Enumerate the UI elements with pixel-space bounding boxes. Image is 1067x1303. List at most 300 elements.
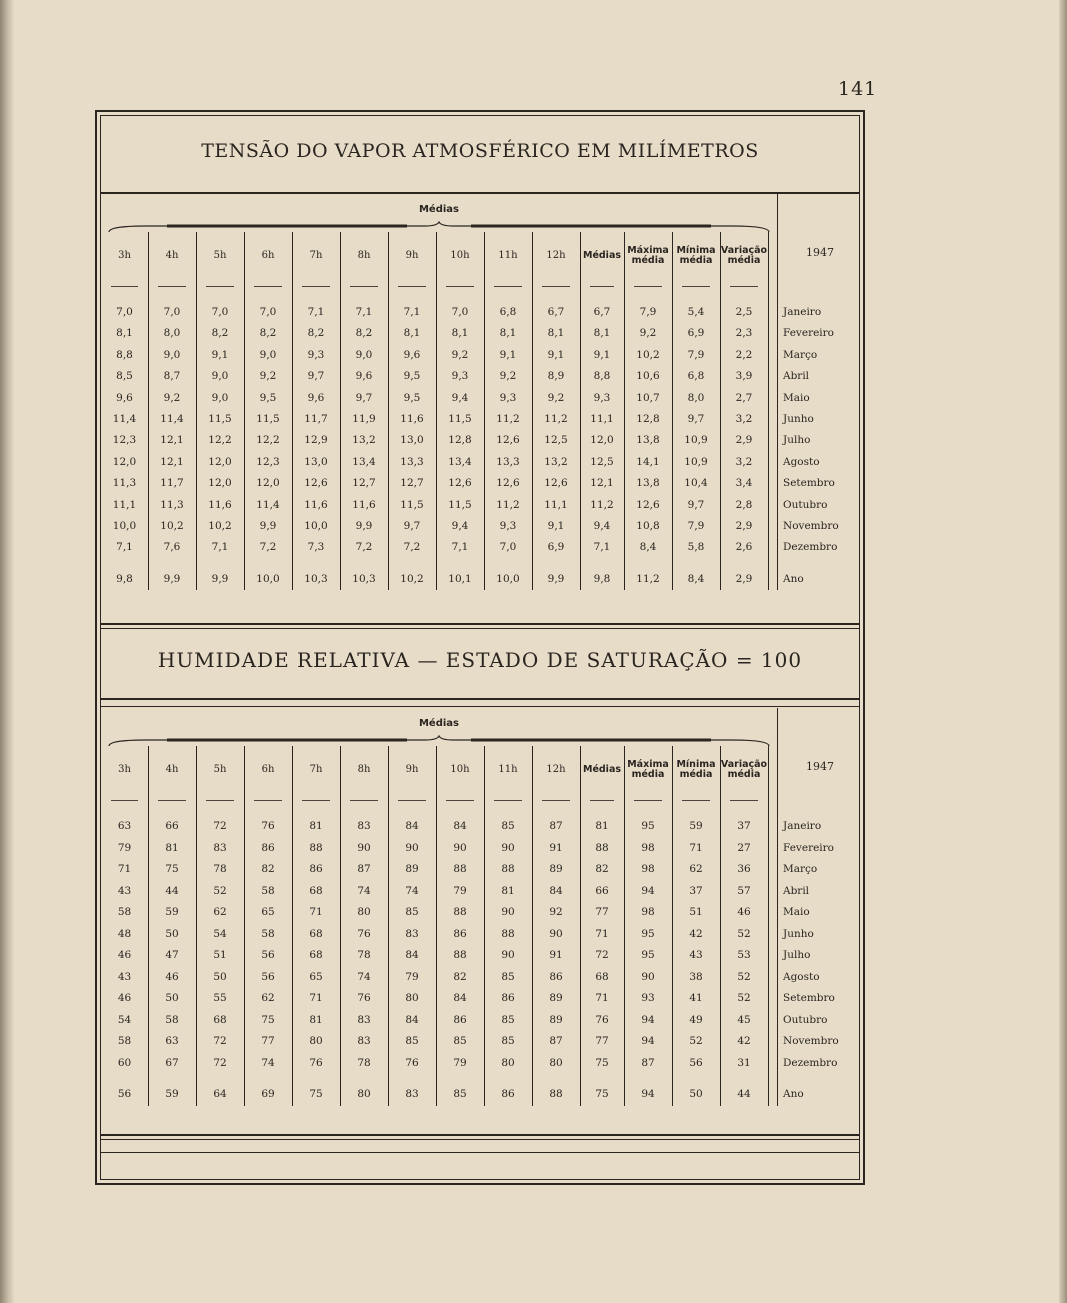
table-cell: 76 bbox=[261, 820, 275, 832]
header-column-divider bbox=[484, 232, 485, 590]
table-cell: 47 bbox=[165, 949, 179, 961]
table-cell: 3,2 bbox=[735, 455, 753, 468]
table-cell: 7,1 bbox=[307, 306, 325, 318]
table-cell: 42 bbox=[689, 927, 703, 940]
table-cell: 9,3 bbox=[307, 348, 325, 361]
column-header: 9h bbox=[405, 763, 419, 775]
table-cell: 12,5 bbox=[590, 455, 614, 468]
table-cell: 9,7 bbox=[403, 520, 421, 532]
table-cell: 37 bbox=[737, 820, 751, 832]
table-cell: 9,9 bbox=[163, 572, 181, 585]
table-cell: 90 bbox=[501, 906, 515, 918]
column-header: Mínima média bbox=[676, 759, 716, 780]
table-cell: 10,8 bbox=[636, 520, 660, 532]
table-cell: 59 bbox=[165, 906, 179, 918]
table-cell: 63 bbox=[117, 820, 132, 832]
table-cell: 3,4 bbox=[735, 477, 753, 490]
table-cell: 89 bbox=[405, 863, 419, 875]
column-header: 11h bbox=[498, 763, 518, 775]
table-cell: 36 bbox=[737, 863, 751, 875]
table-cell: 10,0 bbox=[496, 572, 520, 585]
row-month-label: Outubro bbox=[783, 498, 828, 511]
row-month-label: Janeiro bbox=[783, 820, 822, 832]
column-header: Médias bbox=[582, 764, 622, 776]
table-cell: 86 bbox=[501, 992, 515, 1004]
table-cell: 10,3 bbox=[304, 572, 328, 585]
table-cell: 93 bbox=[641, 992, 655, 1004]
table-cell: 11,2 bbox=[544, 413, 568, 425]
table-cell: 11,6 bbox=[208, 498, 232, 511]
table-cell: 84 bbox=[453, 820, 467, 832]
row-month-label: Julho bbox=[783, 434, 811, 447]
header-dash bbox=[111, 800, 138, 801]
group-label-medias: Médias bbox=[418, 204, 460, 215]
header-dash bbox=[730, 800, 758, 801]
table-cell: 46 bbox=[117, 992, 132, 1004]
row-month-label: Abril bbox=[783, 370, 810, 383]
table-cell: 12,0 bbox=[208, 477, 232, 490]
table-cell: 88 bbox=[453, 906, 467, 918]
table-cell: 9,0 bbox=[163, 348, 181, 361]
humidity-table-title: HUMIDADE RELATIVA — ESTADO DE SATURAÇÃO = 100 bbox=[157, 648, 803, 672]
table-cell: 9,4 bbox=[451, 520, 469, 532]
table-cell: 8,8 bbox=[116, 348, 133, 361]
table-cell: 90 bbox=[453, 841, 467, 854]
table-cell: 68 bbox=[309, 884, 323, 897]
table-cell: 7,0 bbox=[163, 306, 181, 318]
table-cell: 57 bbox=[737, 884, 751, 897]
row-month-label: Junho bbox=[783, 413, 814, 425]
table-cell: 82 bbox=[453, 970, 467, 983]
table-cell: 44 bbox=[737, 1088, 751, 1100]
row-month-label: Março bbox=[783, 863, 818, 875]
table-cell: 8,2 bbox=[307, 327, 325, 340]
header-column-divider bbox=[624, 232, 625, 590]
table-cell: 10,0 bbox=[304, 520, 328, 532]
column-header: 4h bbox=[165, 249, 179, 261]
table-cell: 75 bbox=[261, 1013, 275, 1026]
table-cell: 41 bbox=[689, 992, 703, 1004]
table-cell: 37 bbox=[689, 884, 703, 897]
table-cell: 12,7 bbox=[352, 477, 376, 490]
table-cell: 8,1 bbox=[499, 327, 517, 340]
table-cell: 88 bbox=[309, 841, 323, 854]
column-header: 3h bbox=[118, 249, 131, 261]
table-cell: 9,5 bbox=[403, 391, 421, 404]
table-cell: 62 bbox=[689, 863, 703, 875]
header-column-divider bbox=[292, 232, 293, 590]
table-cell: 8,1 bbox=[547, 327, 565, 340]
table-cell: 13,8 bbox=[636, 434, 660, 447]
table-cell: 2,7 bbox=[735, 391, 753, 404]
table-cell: 9,5 bbox=[403, 370, 421, 383]
header-dash bbox=[542, 800, 570, 801]
table-cell: 94 bbox=[641, 1013, 655, 1026]
table-cell: 79 bbox=[453, 884, 467, 897]
header-dash bbox=[254, 800, 282, 801]
table-cell: 8,7 bbox=[163, 370, 181, 383]
medias-brace bbox=[107, 732, 771, 744]
table-cell: 75 bbox=[165, 863, 179, 875]
table-cell: 9,0 bbox=[259, 348, 277, 361]
header-column-divider bbox=[580, 232, 581, 590]
table-cell: 6,7 bbox=[547, 306, 565, 318]
header-dash bbox=[682, 286, 710, 287]
table-cell: 7,6 bbox=[163, 541, 181, 554]
table-cell: 9,6 bbox=[116, 391, 133, 404]
table-cell: 9,4 bbox=[593, 520, 611, 532]
table-cell: 12,9 bbox=[304, 434, 328, 447]
row-month-label: Abril bbox=[783, 884, 810, 897]
table-cell: 9,5 bbox=[259, 391, 277, 404]
header-column-divider bbox=[768, 232, 769, 590]
table-cell: 46 bbox=[165, 970, 179, 983]
table-cell: 67 bbox=[165, 1056, 179, 1069]
table-cell: 55 bbox=[213, 992, 227, 1004]
table-cell: 71 bbox=[309, 992, 323, 1004]
header-column-divider bbox=[532, 232, 533, 590]
table-cell: 9,1 bbox=[593, 348, 611, 361]
row-month-label: Novembro bbox=[783, 1035, 839, 1047]
table-cell: 56 bbox=[117, 1088, 132, 1100]
table-cell: 56 bbox=[689, 1056, 703, 1069]
table-cell: 49 bbox=[689, 1013, 703, 1026]
table-cell: 71 bbox=[689, 841, 703, 854]
table-cell: 9,3 bbox=[451, 370, 469, 383]
table-cell: 62 bbox=[261, 992, 275, 1004]
table-cell: 12,6 bbox=[304, 477, 328, 490]
table-cell: 12,1 bbox=[160, 455, 184, 468]
table-cell: 10,2 bbox=[400, 572, 424, 585]
table-cell: 12,1 bbox=[160, 434, 184, 447]
header-dash bbox=[302, 800, 330, 801]
table-cell: 11,2 bbox=[590, 498, 614, 511]
row-month-label: Outubro bbox=[783, 1013, 828, 1026]
header-dash bbox=[730, 286, 758, 287]
table-cell: 9,2 bbox=[547, 391, 565, 404]
table-cell: 98 bbox=[641, 841, 655, 854]
column-header: Variação média bbox=[720, 759, 768, 780]
table-cell: 7,1 bbox=[403, 306, 421, 318]
table-cell: 63 bbox=[165, 1035, 179, 1047]
row-month-label: Maio bbox=[783, 391, 810, 404]
table-cell: 83 bbox=[357, 1035, 371, 1047]
table-cell: 3,9 bbox=[735, 370, 753, 383]
table-cell: 85 bbox=[501, 970, 515, 983]
table-cell: 12,0 bbox=[112, 455, 137, 468]
table-cell: 89 bbox=[549, 992, 563, 1004]
table-cell: 7,9 bbox=[639, 306, 657, 318]
header-dash bbox=[494, 800, 522, 801]
table-cell: 8,4 bbox=[639, 541, 657, 554]
table-cell: 11,1 bbox=[112, 498, 137, 511]
header-dash bbox=[350, 286, 378, 287]
table-cell: 88 bbox=[549, 1088, 563, 1100]
table-cell: 8,0 bbox=[687, 391, 705, 404]
table-cell: 12,0 bbox=[208, 455, 232, 468]
column-header: 11h bbox=[498, 249, 518, 261]
header-dash bbox=[398, 286, 426, 287]
table-cell: 13,3 bbox=[496, 455, 520, 468]
table-cell: 85 bbox=[405, 1035, 419, 1047]
table-cell: 10,3 bbox=[352, 572, 376, 585]
column-header: 12h bbox=[546, 249, 566, 261]
row-month-label: Junho bbox=[783, 927, 814, 940]
table-cell: 11,2 bbox=[496, 413, 520, 425]
table-cell: 50 bbox=[689, 1088, 703, 1100]
table-cell: 8,5 bbox=[116, 370, 133, 383]
page-number: 141 bbox=[838, 78, 878, 100]
column-header: 5h bbox=[213, 763, 227, 775]
table-cell: 76 bbox=[595, 1013, 609, 1026]
header-column-divider bbox=[388, 232, 389, 590]
header-dash bbox=[446, 286, 474, 287]
row-month-label: Março bbox=[783, 348, 818, 361]
table-cell: 8,0 bbox=[163, 327, 181, 340]
table-cell: 58 bbox=[117, 906, 132, 918]
table-cell: 74 bbox=[405, 884, 419, 897]
table-cell: 76 bbox=[405, 1056, 419, 1069]
table-cell: 42 bbox=[737, 1035, 751, 1047]
table-cell: 9,7 bbox=[355, 391, 373, 404]
table-cell: 51 bbox=[689, 906, 703, 918]
column-header: 10h bbox=[450, 249, 470, 261]
table-cell: 95 bbox=[641, 927, 655, 940]
table-cell: 52 bbox=[737, 992, 751, 1004]
table-cell: 52 bbox=[737, 927, 751, 940]
header-dash bbox=[158, 800, 186, 801]
table-cell: 10,6 bbox=[636, 370, 660, 383]
table-cell: 52 bbox=[213, 884, 227, 897]
header-dash bbox=[590, 800, 614, 801]
header-dash bbox=[206, 286, 234, 287]
table-cell: 90 bbox=[501, 949, 515, 961]
table-cell: 27 bbox=[737, 841, 751, 854]
table-cell: 9,7 bbox=[687, 413, 705, 425]
table-cell: 80 bbox=[357, 906, 371, 918]
table-cell: 12,6 bbox=[448, 477, 472, 490]
table-cell: 74 bbox=[261, 1056, 275, 1069]
table-cell: 94 bbox=[641, 1035, 655, 1047]
table-cell: 79 bbox=[117, 841, 132, 854]
table-cell: 83 bbox=[357, 820, 371, 832]
table-cell: 11,5 bbox=[448, 413, 472, 425]
table-cell: 5,4 bbox=[687, 306, 705, 318]
table-cell: 7,9 bbox=[687, 520, 705, 532]
table-cell: 9,6 bbox=[307, 391, 325, 404]
table-cell: 13,2 bbox=[352, 434, 376, 447]
table-cell: 13,0 bbox=[304, 455, 328, 468]
vapor-bottom-rule bbox=[100, 623, 860, 625]
table-cell: 9,0 bbox=[211, 391, 229, 404]
header-dash bbox=[446, 800, 474, 801]
table-cell: 81 bbox=[165, 841, 179, 854]
header-column-divider bbox=[292, 746, 293, 1106]
table-cell: 12,8 bbox=[448, 434, 472, 447]
table-cell: 9,2 bbox=[499, 370, 517, 383]
page-edge-shadow bbox=[1059, 0, 1067, 1303]
table-cell: 83 bbox=[357, 1013, 371, 1026]
column-header: 4h bbox=[165, 763, 179, 775]
table-cell: 62 bbox=[213, 906, 227, 918]
table-cell: 11,1 bbox=[544, 498, 568, 511]
book-spine-shadow bbox=[0, 0, 14, 1303]
table-cell: 5,8 bbox=[687, 541, 705, 554]
table-cell: 46 bbox=[737, 906, 751, 918]
table-cell: 6,9 bbox=[687, 327, 705, 340]
table-cell: 2,5 bbox=[735, 306, 753, 318]
table-cell: 9,7 bbox=[307, 370, 325, 383]
table-cell: 89 bbox=[549, 1013, 563, 1026]
table-cell: 78 bbox=[357, 949, 371, 961]
table-cell: 78 bbox=[213, 863, 227, 875]
table-cell: 9,4 bbox=[451, 391, 469, 404]
table-cell: 12,7 bbox=[400, 477, 424, 490]
table-cell: 83 bbox=[213, 841, 227, 854]
table-cell: 72 bbox=[213, 1056, 227, 1069]
table-cell: 7,2 bbox=[259, 541, 277, 554]
column-header: Máxima média bbox=[627, 245, 669, 266]
humidity-bottom-thin-rule bbox=[100, 1139, 860, 1140]
column-header: 7h bbox=[309, 249, 323, 261]
table-cell: 71 bbox=[117, 863, 132, 875]
table-cell: 90 bbox=[405, 841, 419, 854]
table-cell: 9,9 bbox=[211, 572, 229, 585]
table-cell: 53 bbox=[737, 949, 751, 961]
header-dash bbox=[254, 286, 282, 287]
table-cell: 43 bbox=[117, 884, 132, 897]
table-cell: 11,1 bbox=[590, 413, 614, 425]
table-cell: 13,0 bbox=[400, 434, 424, 447]
table-cell: 11,6 bbox=[400, 413, 424, 425]
table-cell: 2,9 bbox=[735, 434, 753, 447]
row-month-label: Agosto bbox=[783, 970, 820, 983]
table-cell: 94 bbox=[641, 1088, 655, 1100]
table-cell: 81 bbox=[309, 820, 323, 832]
table-cell: 11,6 bbox=[304, 498, 328, 511]
table-cell: 9,8 bbox=[593, 572, 611, 585]
table-cell: 7,1 bbox=[355, 306, 373, 318]
table-cell: 54 bbox=[213, 927, 227, 940]
table-cell: 89 bbox=[549, 863, 563, 875]
table-cell: 86 bbox=[309, 863, 323, 875]
table-cell: 9,6 bbox=[403, 348, 421, 361]
row-month-label: Setembro bbox=[783, 477, 835, 490]
year-column-divider bbox=[777, 708, 778, 1106]
table-cell: 11,5 bbox=[400, 498, 424, 511]
table-cell: 98 bbox=[641, 863, 655, 875]
header-dash bbox=[206, 800, 234, 801]
column-header: 3h bbox=[118, 763, 131, 775]
table-cell: 9,9 bbox=[547, 572, 565, 585]
header-dash bbox=[682, 800, 710, 801]
header-column-divider bbox=[244, 746, 245, 1106]
table-cell: 71 bbox=[595, 992, 609, 1004]
table-cell: 7,0 bbox=[211, 306, 229, 318]
table-cell: 6,9 bbox=[547, 541, 565, 554]
table-cell: 9,9 bbox=[355, 520, 373, 532]
table-cell: 12,0 bbox=[256, 477, 280, 490]
table-cell: 81 bbox=[501, 884, 515, 897]
table-cell: 11,2 bbox=[636, 572, 660, 585]
table-cell: 11,7 bbox=[160, 477, 184, 490]
table-cell: 13,4 bbox=[352, 455, 376, 468]
table-cell: 75 bbox=[595, 1088, 609, 1100]
table-cell: 87 bbox=[549, 820, 563, 832]
table-cell: 11,3 bbox=[112, 477, 137, 490]
table-cell: 83 bbox=[405, 1088, 419, 1100]
table-cell: 9,3 bbox=[499, 520, 517, 532]
row-month-label: Ano bbox=[783, 1088, 804, 1100]
table-cell: 10,2 bbox=[208, 520, 232, 532]
table-cell: 12,6 bbox=[636, 498, 660, 511]
table-cell: 88 bbox=[501, 863, 515, 875]
group-label-medias: Médias bbox=[418, 718, 460, 729]
table-cell: 59 bbox=[689, 820, 703, 832]
table-cell: 86 bbox=[261, 841, 275, 854]
table-cell: 64 bbox=[213, 1088, 227, 1100]
table-cell: 76 bbox=[357, 992, 371, 1004]
table-cell: 82 bbox=[261, 863, 275, 875]
table-cell: 85 bbox=[501, 820, 515, 832]
table-cell: 12,3 bbox=[112, 434, 137, 447]
table-cell: 11,7 bbox=[304, 413, 328, 425]
table-cell: 6,8 bbox=[499, 306, 517, 318]
table-cell: 9,2 bbox=[451, 348, 469, 361]
table-cell: 58 bbox=[165, 1013, 179, 1026]
table-cell: 95 bbox=[641, 949, 655, 961]
table-cell: 76 bbox=[309, 1056, 323, 1069]
table-cell: 7,2 bbox=[355, 541, 373, 554]
table-cell: 11,5 bbox=[256, 413, 280, 425]
header-dash bbox=[302, 286, 330, 287]
table-cell: 9,2 bbox=[639, 327, 657, 340]
table-cell: 52 bbox=[689, 1035, 703, 1047]
row-month-label: Maio bbox=[783, 906, 810, 918]
table-cell: 68 bbox=[213, 1013, 227, 1026]
header-dash bbox=[634, 800, 662, 801]
header-dash bbox=[398, 800, 426, 801]
table-cell: 91 bbox=[549, 949, 563, 961]
table-cell: 85 bbox=[453, 1035, 467, 1047]
table-cell: 80 bbox=[405, 992, 419, 1004]
table-cell: 10,7 bbox=[636, 391, 660, 404]
footer-thin-rule bbox=[100, 1152, 860, 1153]
table-cell: 9,1 bbox=[499, 348, 517, 361]
table-cell: 8,9 bbox=[547, 370, 565, 383]
table-cell: 7,0 bbox=[451, 306, 469, 318]
table-cell: 7,1 bbox=[451, 541, 469, 554]
row-month-label: Fevereiro bbox=[783, 327, 835, 340]
table-cell: 9,3 bbox=[499, 391, 517, 404]
table-cell: 75 bbox=[595, 1056, 609, 1069]
table-cell: 12,8 bbox=[636, 413, 660, 425]
table-cell: 91 bbox=[549, 841, 563, 854]
table-cell: 90 bbox=[641, 970, 655, 983]
table-cell: 85 bbox=[453, 1088, 467, 1100]
table-cell: 88 bbox=[595, 841, 609, 854]
table-cell: 12,5 bbox=[544, 434, 568, 447]
table-cell: 11,3 bbox=[160, 498, 184, 511]
table-cell: 2,8 bbox=[735, 498, 753, 511]
table-cell: 90 bbox=[357, 841, 371, 854]
table-cell: 6,8 bbox=[687, 370, 705, 383]
table-cell: 10,2 bbox=[160, 520, 184, 532]
table-cell: 84 bbox=[405, 820, 419, 832]
header-column-divider bbox=[244, 232, 245, 590]
table-cell: 14,1 bbox=[636, 455, 660, 468]
table-cell: 68 bbox=[595, 970, 609, 983]
